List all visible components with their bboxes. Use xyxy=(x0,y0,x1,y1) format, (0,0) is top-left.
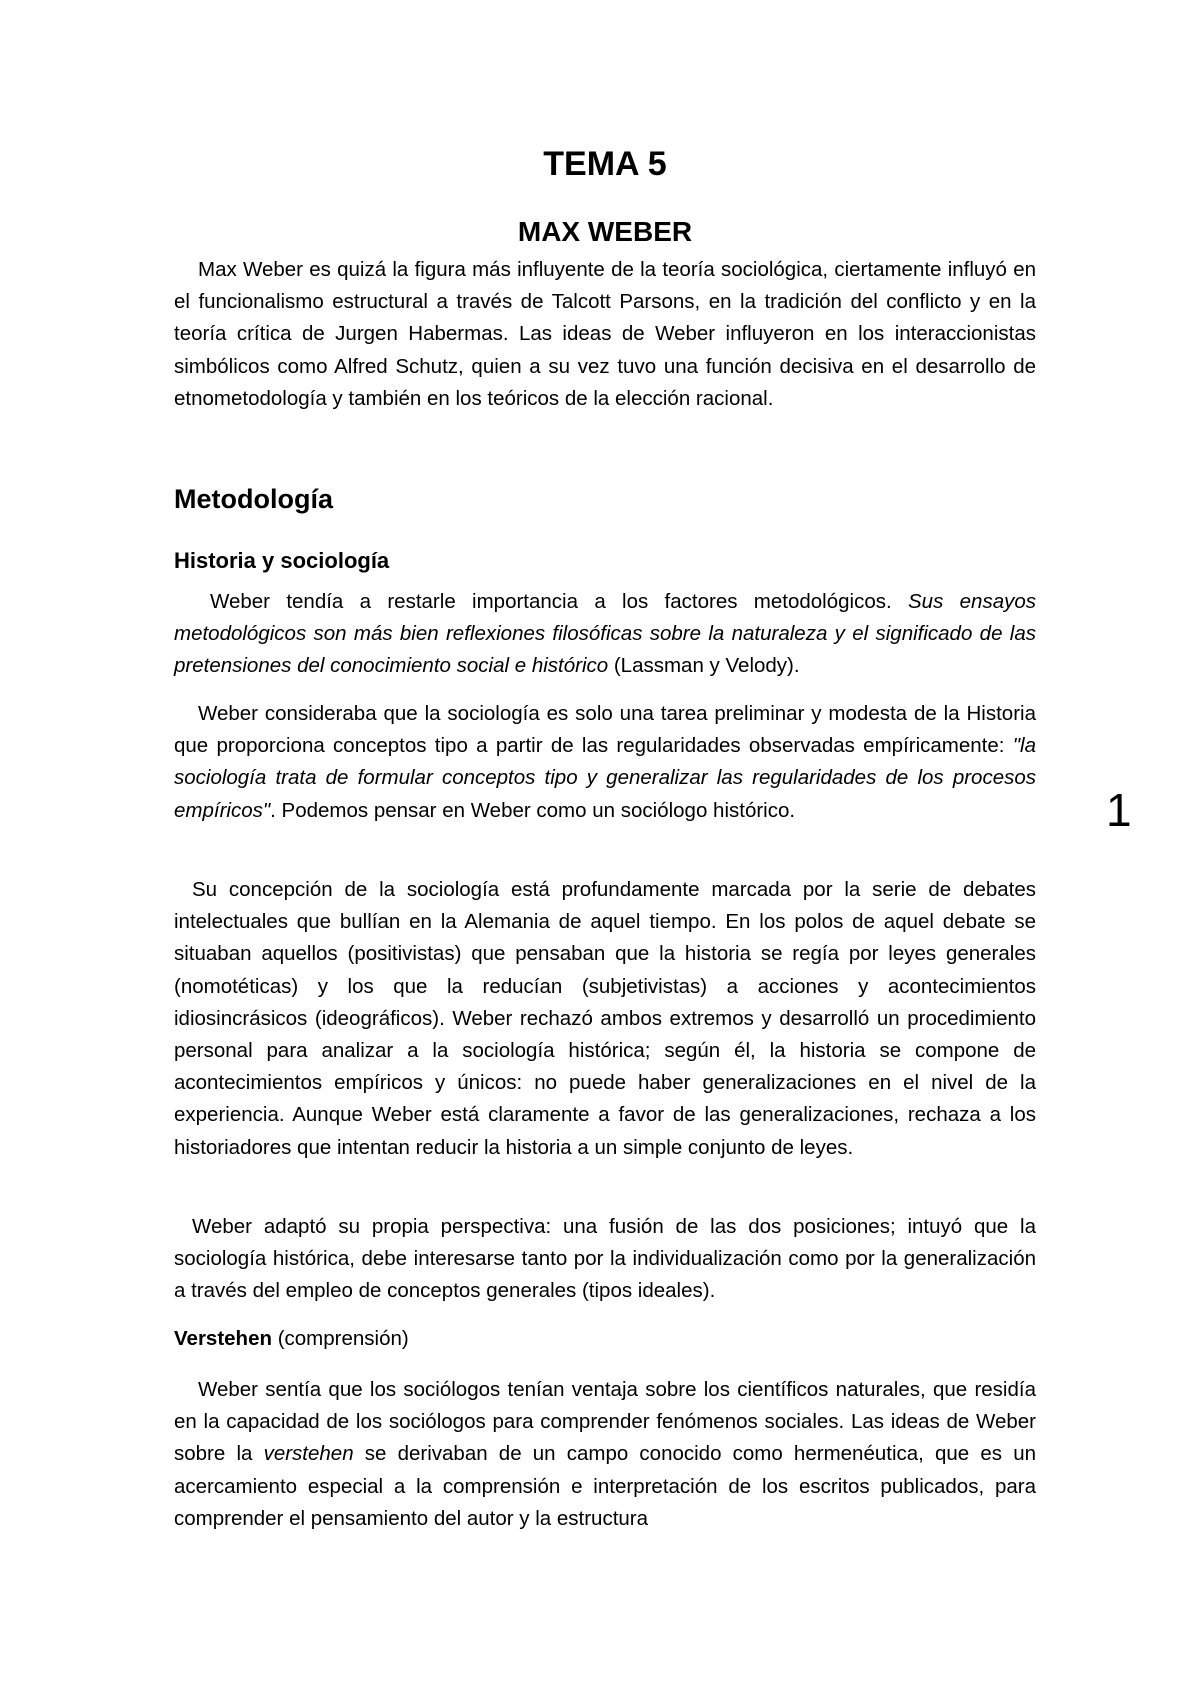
paragraph-2-italic: "la sociología trata de formular conceptos tipo y generalizar las regularidades de los procesos empíricos" xyxy=(174,734,1036,822)
section-heading: Metodología xyxy=(174,484,333,514)
paragraph-2 xyxy=(174,698,1036,827)
page-number: 1 xyxy=(1106,784,1132,836)
paragraph-2-start: Weber consideraba que la sociología es solo una tarea preliminar y modesta de la Historia que proporciona conceptos tipo a partir de las regularidades observadas empíricamente: xyxy=(174,702,1036,758)
paragraph-3: Su concepción de la sociología está profundamente marcada por la serie de debates intelectuales que bullían en la Alemania de aquel tiempo. En los polos de aquel debate se situaban aquellos (positivistas) que pensaban que la historia se regía por leyes generales (nomotéticas) y los que la reducían (subjetivistas) a acciones y acontecimientos idiosincrásicos (ideográficos). Weber rechazó ambos extremos y desarrolló un procedimiento personal para analizar a la sociología histórica; según él, la historia se compone de acontecimientos empíricos y únicos: no puede haber generalizaciones en el nivel de la experiencia. Aunque Weber está claramente a favor de las generalizaciones, rechaza a los historiadores que intentan reducir la historia a un simple conjunto de leyes. xyxy=(174,878,1036,1159)
paragraph-1 xyxy=(174,586,1036,683)
paragraph-1-start: Weber tendía a restarle importancia a los factores metodológicos. xyxy=(210,590,908,613)
document-title: TEMA 5 xyxy=(543,145,667,183)
paragraph-2-end: . Podemos pensar en Weber como un sociólogo histórico. xyxy=(270,798,796,822)
intro-paragraph: Max Weber es quizá la figura más influyente de la teoría sociológica, ciertamente influyó en el funcionalismo estructural a través de Talcott Parsons, en la tradición del conflicto y en la teoría crítica de Jurgen Habermas. Las ideas de Weber influyeron en los interaccionistas simbólicos como Alfred Schutz, quien a su vez tuvo una función decisiva en el desarrollo de etnometodología y también en los teóricos de la elección racional. xyxy=(174,258,1036,410)
paragraph-4: Weber adaptó su propia perspectiva: una fusión de las dos posiciones; intuyó que la sociología histórica, debe interesarse tanto por la individualización como por la generalización a través del empleo de conceptos generales (tipos ideales). xyxy=(174,1215,1036,1303)
term-heading-bold: Verstehen xyxy=(174,1327,272,1350)
paragraph-1-end: (Lassman y Velody). xyxy=(608,654,800,678)
term-heading xyxy=(174,1327,409,1351)
paragraph-5 xyxy=(174,1374,1036,1535)
term-heading-rest: (comprensión) xyxy=(272,1327,409,1350)
paragraph-1-italic: Sus ensayos metodológicos son más bien reflexiones filosóficas sobre la naturaleza y el significado de las pretensiones del conocimiento social e histórico xyxy=(174,590,1036,678)
paragraph-5-start: Weber sentía que los sociólogos tenían ventaja sobre los científicos naturales, que residía en la capacidad de los sociólogos para comprender fenómenos sociales. Las ideas de Weber sobre la xyxy=(174,1378,1036,1466)
paragraph-5-italic: verstehen xyxy=(263,1442,354,1466)
subsection-heading: Historia y sociología xyxy=(174,548,390,573)
paragraph-5-end: se derivaban de un campo conocido como hermenéutica, que es un acercamiento especial a la comprensión e interpretación de los escritos publicados, para comprender el pensamiento del autor y la estructura xyxy=(174,1442,1036,1530)
document-subtitle: MAX WEBER xyxy=(517,216,693,247)
